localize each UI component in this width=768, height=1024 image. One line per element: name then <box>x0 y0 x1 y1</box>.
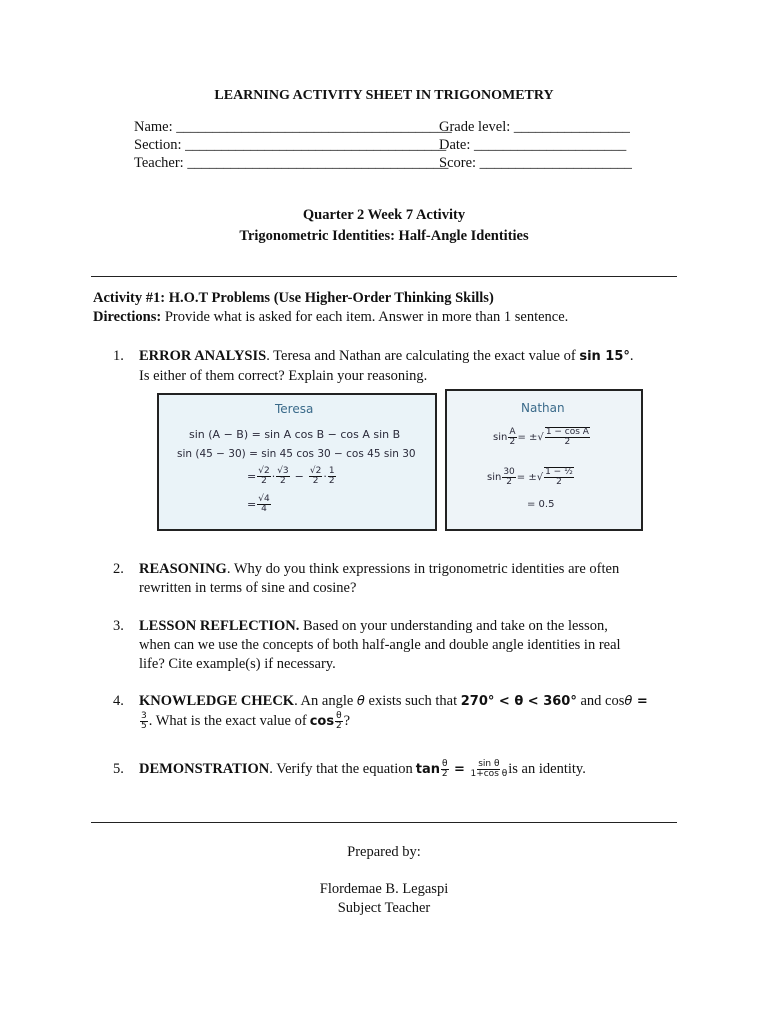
fraction <box>502 468 515 487</box>
question-text: . Why do you think expressions in trigonometric identities are often <box>226 561 620 577</box>
question-line <box>139 760 673 779</box>
equals-sign: = <box>247 470 257 483</box>
teresa-line-4 <box>247 495 272 514</box>
activity-heading: Activity #1: H.O.T Problems (Use Higher-Order Thinking Skills) <box>93 290 494 306</box>
sin-15-expression: sin 15° <box>579 349 630 364</box>
denominator: 5 <box>141 721 147 731</box>
question-text: Based on your understanding and take on the lesson, <box>299 618 608 634</box>
prepared-by-label: Prepared by: <box>347 844 421 860</box>
equals-sign: = <box>632 694 648 709</box>
question-text: exists such that <box>364 693 461 709</box>
numerator: θ <box>336 711 342 721</box>
question-line <box>139 560 673 579</box>
teresa-line-3 <box>247 467 337 486</box>
teresa-name: Teresa <box>275 402 314 416</box>
fraction <box>508 428 516 447</box>
question-label: DEMONSTRATION <box>139 761 270 777</box>
directions <box>93 309 568 326</box>
denominator: 2 <box>328 476 335 486</box>
name-field[interactable]: Name: ______________________________________ <box>134 119 452 135</box>
question-line <box>139 712 673 731</box>
denominator: 1+cos θ <box>470 769 508 779</box>
teresa-work-image <box>157 393 437 531</box>
numerator: √2 <box>258 466 270 476</box>
question-number: 1. <box>113 348 124 364</box>
section-field[interactable]: Section: ____________________________________ <box>134 137 447 153</box>
fraction <box>276 467 289 486</box>
info-row-name <box>134 119 634 138</box>
denominator: 2 <box>335 721 342 731</box>
nathan-line-1 <box>493 427 591 447</box>
top-divider <box>91 276 677 277</box>
directions-label: Directions: <box>93 309 162 325</box>
numerator: 1 <box>328 466 335 476</box>
fraction <box>328 467 336 486</box>
quarter-heading: Quarter 2 Week 7 Activity <box>302 207 466 223</box>
bottom-divider <box>91 822 677 823</box>
score-field[interactable]: Score: _____________________ <box>439 155 632 171</box>
nathan-line-2 <box>487 467 575 487</box>
numerator: √4 <box>258 494 270 504</box>
teresa-line-1: sin (A − B) = sin A cos B − cos A sin B <box>189 428 401 441</box>
equals-sign: = <box>449 762 470 777</box>
numerator: 1 − cos A <box>545 427 589 437</box>
question-label: ERROR ANALYSIS <box>139 348 267 364</box>
question-text: . Teresa and Nathan are calculating the exact value of <box>266 348 580 364</box>
denominator: 2 <box>312 476 319 486</box>
question-line <box>139 617 673 636</box>
question-line: rewritten in terms of sine and cosine? <box>139 580 357 596</box>
tan-text: tan <box>415 762 440 777</box>
angle-inequality: 270° < θ < 360° <box>460 694 577 709</box>
question-number: 2. <box>113 561 124 577</box>
denominator: 2 <box>441 769 448 779</box>
question-number: 3. <box>113 618 124 634</box>
sin-text: sin <box>493 431 508 443</box>
denominator: 2 <box>509 436 516 447</box>
question-text: ? <box>343 713 351 729</box>
question-text: . Verify that the equation <box>269 761 413 777</box>
question-line: Is either of them correct? Explain your reasoning. <box>139 368 428 384</box>
question-line: life? Cite example(s) if necessary. <box>139 656 336 672</box>
nathan-work-image <box>445 389 643 531</box>
numerator: √3 <box>277 466 289 476</box>
question-line <box>139 347 673 366</box>
directions-text: Provide what is asked for each item. Answer in more than 1 sentence. <box>161 309 569 325</box>
numerator: 1 − ½ <box>545 467 573 477</box>
teacher-name: Flordemae B. Legaspi <box>319 881 449 897</box>
numerator: sin θ <box>478 759 500 769</box>
fraction <box>309 467 322 486</box>
denominator: 2 <box>556 477 562 487</box>
minus-sign: − <box>294 470 304 483</box>
fraction <box>545 427 590 447</box>
numerator: A <box>509 426 516 437</box>
sin-text: sin <box>487 471 502 483</box>
fraction-sin-over-one-plus-cos <box>470 760 507 779</box>
fraction-theta-half <box>335 712 343 731</box>
question-label: KNOWLEDGE CHECK <box>139 693 295 709</box>
dot: · <box>323 470 327 483</box>
teacher-field[interactable]: Teacher: ____________________________________ <box>134 155 449 171</box>
numerator: √2 <box>309 466 322 476</box>
numerator: θ <box>442 759 448 769</box>
question-line <box>139 692 673 711</box>
nathan-result: = 0.5 <box>527 499 555 510</box>
denominator: 2 <box>280 476 286 486</box>
denominator: 4 <box>261 504 267 514</box>
info-row-section <box>134 137 634 156</box>
date-field[interactable]: Date: _____________________ <box>439 137 627 153</box>
question-3 <box>113 617 673 677</box>
equals-sign: = <box>247 498 257 511</box>
plus-minus-root: = ±√ <box>517 431 544 443</box>
denominator: 2 <box>506 476 512 487</box>
fraction-three-fifths <box>140 712 148 731</box>
question-text: and cos <box>576 693 625 709</box>
question-text: . <box>629 348 634 364</box>
grade-level-field[interactable]: Grade level: ________________ <box>439 119 630 135</box>
question-2 <box>113 560 673 600</box>
denominator: 2 <box>261 476 267 486</box>
question-line: when can we use the concepts of both half-angle and double angle identities in real <box>139 637 621 653</box>
question-number: 5. <box>113 761 124 777</box>
cos-text: cos <box>309 714 335 729</box>
question-1 <box>113 347 673 387</box>
theta-symbol: θ <box>356 694 365 709</box>
question-5 <box>113 760 673 784</box>
fraction-theta-half <box>441 760 449 779</box>
question-text: . What is the exact value of <box>148 713 307 729</box>
question-text: is an identity. <box>508 761 586 777</box>
plus-minus-root: = ±√ <box>516 471 544 483</box>
question-label: LESSON REFLECTION. <box>139 618 300 634</box>
denominator: 2 <box>564 437 571 447</box>
numerator: 30 <box>503 466 515 477</box>
theta-symbol: θ <box>624 694 633 709</box>
teresa-line-2: sin (45 − 30) = sin 45 cos 30 − cos 45 sin 30 <box>177 448 416 460</box>
fraction <box>257 467 270 486</box>
teacher-role: Subject Teacher <box>337 900 431 916</box>
topic-heading: Trigonometric Identities: Half-Angle Identities <box>239 228 529 244</box>
sheet-title: LEARNING ACTIVITY SHEET IN TRIGONOMETRY <box>214 88 554 103</box>
question-text: . An angle <box>294 693 357 709</box>
info-row-teacher <box>134 155 634 174</box>
question-number: 4. <box>113 693 124 709</box>
numerator: 3 <box>141 711 147 721</box>
nathan-name: Nathan <box>521 401 565 415</box>
fraction <box>257 495 270 514</box>
fraction <box>544 467 574 487</box>
dot: · <box>271 470 276 483</box>
question-4 <box>113 692 673 736</box>
question-label: REASONING <box>139 561 227 577</box>
